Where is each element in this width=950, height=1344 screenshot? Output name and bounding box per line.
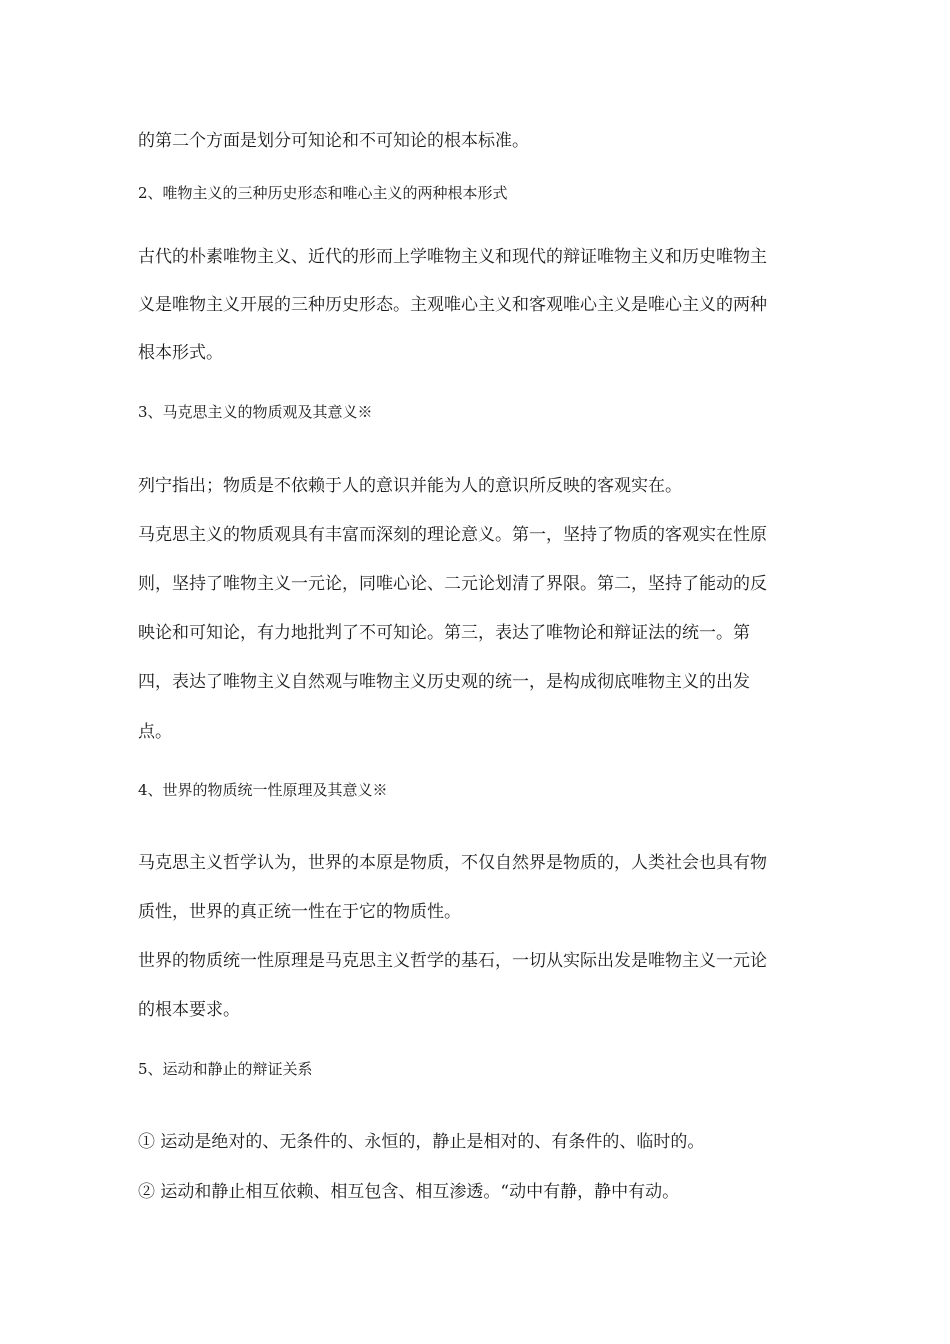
paragraph-line: 义是唯物主义开展的三种历史形态。主观唯心主义和客观唯心主义是唯心主义的两种 (138, 295, 767, 315)
list-item: ① 运动是绝对的、无条件的、永恒的，静止是相对的、有条件的、临时的。 (138, 1132, 705, 1152)
paragraph-line: 映论和可知论，有力地批判了不可知论。第三，表达了唯物论和辩证法的统一。第 (138, 623, 750, 643)
paragraph-line: 的根本要求。 (138, 1000, 240, 1020)
section-heading-5: 5、运动和静止的辩证关系 (138, 1060, 313, 1078)
paragraph-line: 根本形式。 (138, 343, 223, 363)
paragraph-line: 质性，世界的真正统一性在于它的物质性。 (138, 902, 461, 922)
paragraph-line: 四，表达了唯物主义自然观与唯物主义历史观的统一，是构成彻底唯物主义的出发 (138, 672, 750, 692)
section-heading-3: 3、马克思主义的物质观及其意义※ (138, 403, 373, 421)
paragraph-line: 世界的物质统一性原理是马克思主义哲学的基石，一切从实际出发是唯物主义一元论 (138, 951, 767, 971)
paragraph-line: 的第二个方面是划分可知论和不可知论的根本标准。 (138, 131, 529, 151)
paragraph-line: 则，坚持了唯物主义一元论，同唯心论、二元论划清了界限。第二，坚持了能动的反 (138, 574, 767, 594)
paragraph-line: 点。 (138, 722, 172, 742)
paragraph-line: 马克思主义哲学认为，世界的本原是物质，不仅自然界是物质的，人类社会也具有物 (138, 853, 767, 873)
paragraph-line: 马克思主义的物质观具有丰富而深刻的理论意义。第一，坚持了物质的客观实在性原 (138, 525, 767, 545)
paragraph-line: 列宁指出；物质是不依赖于人的意识并能为人的意识所反映的客观实在。 (138, 476, 682, 496)
list-item: ② 运动和静止相互依赖、相互包含、相互渗透。“动中有静，静中有动。 (138, 1182, 680, 1202)
paragraph-line: 古代的朴素唯物主义、近代的形而上学唯物主义和现代的辩证唯物主义和历史唯物主 (138, 247, 767, 267)
section-heading-2: 2、唯物主义的三种历史形态和唯心主义的两种根本形式 (138, 184, 508, 202)
section-heading-4: 4、世界的物质统一性原理及其意义※ (138, 781, 388, 799)
